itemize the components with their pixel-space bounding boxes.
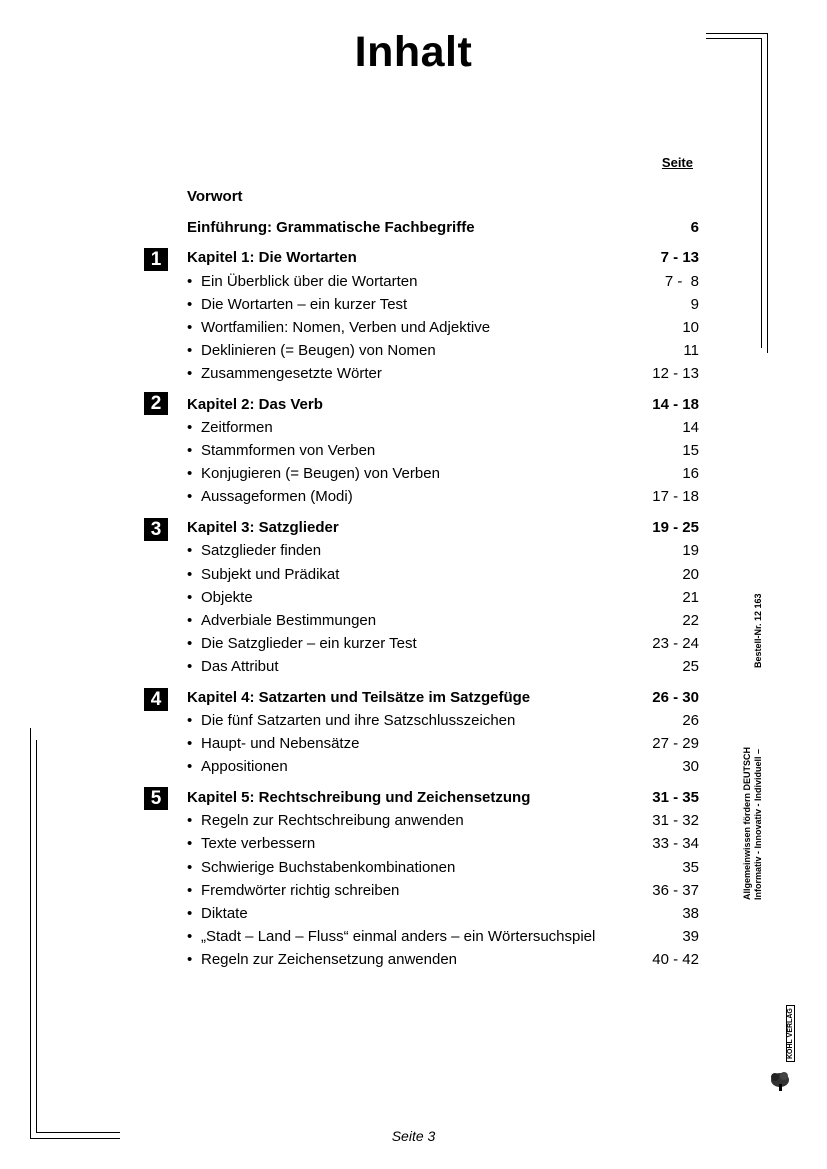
toc-item-text: Aussageformen (Modi): [201, 488, 353, 505]
page-number-footer: Seite 3: [391, 1128, 436, 1144]
chapter-pages: 19 - 25: [652, 519, 699, 536]
bullet-icon: •: [187, 882, 193, 899]
chapter-number-badge: 5: [144, 787, 168, 810]
bullet-icon: •: [187, 951, 193, 968]
chapter-pages: 7 - 13: [660, 249, 699, 266]
toc-item-text: Regeln zur Rechtschreibung anwenden: [201, 812, 464, 829]
page-column-header: Seite: [661, 155, 693, 170]
toc-item-page: 11: [683, 342, 699, 359]
chapter-heading[interactable]: [187, 247, 699, 269]
toc-item-text: Subjekt und Prädikat: [201, 566, 340, 583]
toc-item[interactable]: [187, 857, 699, 879]
toc-item[interactable]: [187, 610, 699, 632]
toc-item[interactable]: [187, 363, 699, 385]
order-number: Bestell-Nr. 12 163: [753, 593, 763, 668]
bullet-icon: •: [187, 566, 193, 583]
bullet-icon: •: [187, 273, 193, 290]
toc-item[interactable]: [187, 656, 699, 678]
toc-item[interactable]: [187, 294, 699, 316]
chapter-number-badge: 1: [144, 248, 168, 271]
toc-item-text: Die Wortarten – ein kurzer Test: [201, 296, 408, 313]
chapter-title: Kapitel 5: Rechtschreibung und Zeichensetzung: [187, 789, 531, 806]
bullet-icon: •: [187, 812, 193, 829]
toc-item-text: Deklinieren (= Beugen) von Nomen: [201, 342, 436, 359]
toc-item-page: 21: [682, 589, 699, 606]
chapter-heading[interactable]: [187, 394, 699, 416]
toc-item[interactable]: [187, 564, 699, 586]
series-title: Allgemeinwissen fördern DEUTSCH: [742, 746, 752, 900]
toc-item[interactable]: [187, 949, 699, 971]
toc-item-page: 9: [690, 296, 699, 313]
bullet-icon: •: [187, 612, 193, 629]
publisher-name: KOHL VERLAG: [786, 1005, 795, 1062]
toc-entry-label: Einführung: Grammatische Fachbegriffe: [187, 219, 475, 236]
toc-item-text: Fremdwörter richtig schreiben: [201, 882, 400, 899]
toc-item-page: 27 - 29: [652, 735, 699, 752]
toc-item-text: Zeitformen: [201, 419, 273, 436]
toc-item-page: 16: [682, 465, 699, 482]
toc-item-text: Die Satzglieder – ein kurzer Test: [201, 635, 417, 652]
chapter-pages: 14 - 18: [652, 396, 699, 413]
bullet-icon: •: [187, 658, 193, 675]
toc-item-text: Stammformen von Verben: [201, 442, 376, 459]
bullet-icon: •: [187, 488, 193, 505]
toc-item-page: 14: [682, 419, 699, 436]
toc-item[interactable]: [187, 317, 699, 339]
toc-item[interactable]: [187, 756, 699, 778]
toc-item[interactable]: [187, 540, 699, 562]
toc-entry-page: 6: [690, 219, 699, 236]
toc-item[interactable]: [187, 903, 699, 925]
chapter-pages: 31 - 35: [652, 789, 699, 806]
toc-item-page: 39: [682, 928, 699, 945]
toc-item[interactable]: [187, 486, 699, 508]
toc-item-text: Adverbiale Bestimmungen: [201, 612, 377, 629]
chapter-number-badge: 4: [144, 688, 168, 711]
toc-item-text: Ein Überblick über die Wortarten: [201, 273, 418, 290]
bullet-icon: •: [187, 465, 193, 482]
toc-item-text: Haupt- und Nebensätze: [201, 735, 360, 752]
toc-item-page: 19: [682, 542, 699, 559]
toc-item-text: Wortfamilien: Nomen, Verben und Adjektive: [201, 319, 491, 336]
toc-item-page: 17 - 18: [652, 488, 699, 505]
toc-entry-label: Vorwort: [187, 188, 243, 205]
chapter-title: Kapitel 3: Satzglieder: [187, 519, 339, 536]
toc-item-page: 10: [682, 319, 699, 336]
toc-entry-vorwort[interactable]: [187, 186, 699, 208]
bullet-icon: •: [187, 319, 193, 336]
toc-item[interactable]: [187, 587, 699, 609]
toc-item-page: 36 - 37: [652, 882, 699, 899]
toc-item-page: 35: [682, 859, 699, 876]
toc-item-page: 40 - 42: [652, 951, 699, 968]
bullet-icon: •: [187, 928, 193, 945]
publisher-side-info: [712, 593, 763, 900]
bullet-icon: •: [187, 758, 193, 775]
toc-item-page: 25: [682, 658, 699, 675]
toc-item-page: 38: [682, 905, 699, 922]
chapter-heading[interactable]: [187, 787, 699, 809]
toc-item-page: 22: [682, 612, 699, 629]
bullet-icon: •: [187, 419, 193, 436]
toc-item-text: Objekte: [201, 589, 253, 606]
chapter-heading[interactable]: [187, 687, 699, 709]
toc-entry-einfuehrung[interactable]: [187, 217, 699, 239]
series-slogan: Informativ - Innovativ - Individuell –: [753, 748, 763, 900]
toc-item-page: 15: [682, 442, 699, 459]
toc-item[interactable]: [187, 733, 699, 755]
bullet-icon: •: [187, 365, 193, 382]
chapter-title: Kapitel 4: Satzarten und Teilsätze im Satzgefüge: [187, 689, 531, 706]
toc-item-page: 26: [682, 712, 699, 729]
toc-item-page: 20: [682, 566, 699, 583]
bullet-icon: •: [187, 542, 193, 559]
toc-item[interactable]: [187, 926, 699, 948]
toc-item-page: 12 - 13: [652, 365, 699, 382]
bullet-icon: •: [187, 712, 193, 729]
toc-item[interactable]: [187, 833, 699, 855]
bullet-icon: •: [187, 442, 193, 459]
bullet-icon: •: [187, 905, 193, 922]
toc-item-text: Regeln zur Zeichensetzung anwenden: [201, 951, 458, 968]
toc-item-text: Das Attribut: [201, 658, 279, 675]
toc-item-text: Zusammengesetzte Wörter: [201, 365, 382, 382]
chapter-title: Kapitel 1: Die Wortarten: [187, 249, 357, 266]
chapter-number-badge: 2: [144, 392, 168, 415]
toc-item-page: 31 - 32: [652, 812, 699, 829]
toc-item-text: Konjugieren (= Beugen) von Verben: [201, 465, 440, 482]
bullet-icon: •: [187, 635, 193, 652]
chapter-pages: 26 - 30: [652, 689, 699, 706]
bullet-icon: •: [187, 859, 193, 876]
chapter-title: Kapitel 2: Das Verb: [187, 396, 323, 413]
bullet-icon: •: [187, 735, 193, 752]
toc-item-text: Schwierige Buchstabenkombinationen: [201, 859, 456, 876]
toc-item[interactable]: [187, 710, 699, 732]
bullet-icon: •: [187, 835, 193, 852]
page-title: Inhalt: [354, 28, 473, 76]
toc-item[interactable]: [187, 463, 699, 485]
toc-item-text: Texte verbessern: [201, 835, 316, 852]
toc-item-text: „Stadt – Land – Fluss“ einmal anders – ein Wörtersuchspiel: [201, 928, 596, 945]
toc-item[interactable]: [187, 440, 699, 462]
toc-item[interactable]: [187, 417, 699, 439]
toc-item[interactable]: [187, 340, 699, 362]
toc-item[interactable]: [187, 633, 699, 655]
toc-item-page: 33 - 34: [652, 835, 699, 852]
toc-item-page: 7 - 8: [664, 273, 699, 290]
chapter-number-badge: 3: [144, 518, 168, 541]
bullet-icon: •: [187, 342, 193, 359]
toc-item-page: 30: [682, 758, 699, 775]
toc-item-text: Satzglieder finden: [201, 542, 322, 559]
bullet-icon: •: [187, 296, 193, 313]
toc-item[interactable]: [187, 271, 699, 293]
toc-item-text: Die fünf Satzarten und ihre Satzschlusszeichen: [201, 712, 516, 729]
chapter-heading[interactable]: [187, 517, 699, 539]
toc-item[interactable]: [187, 810, 699, 832]
toc-item-text: Diktate: [201, 905, 248, 922]
bullet-icon: •: [187, 589, 193, 606]
toc-item[interactable]: [187, 880, 699, 902]
toc-item-text: Appositionen: [201, 758, 288, 775]
toc-item-page: 23 - 24: [652, 635, 699, 652]
